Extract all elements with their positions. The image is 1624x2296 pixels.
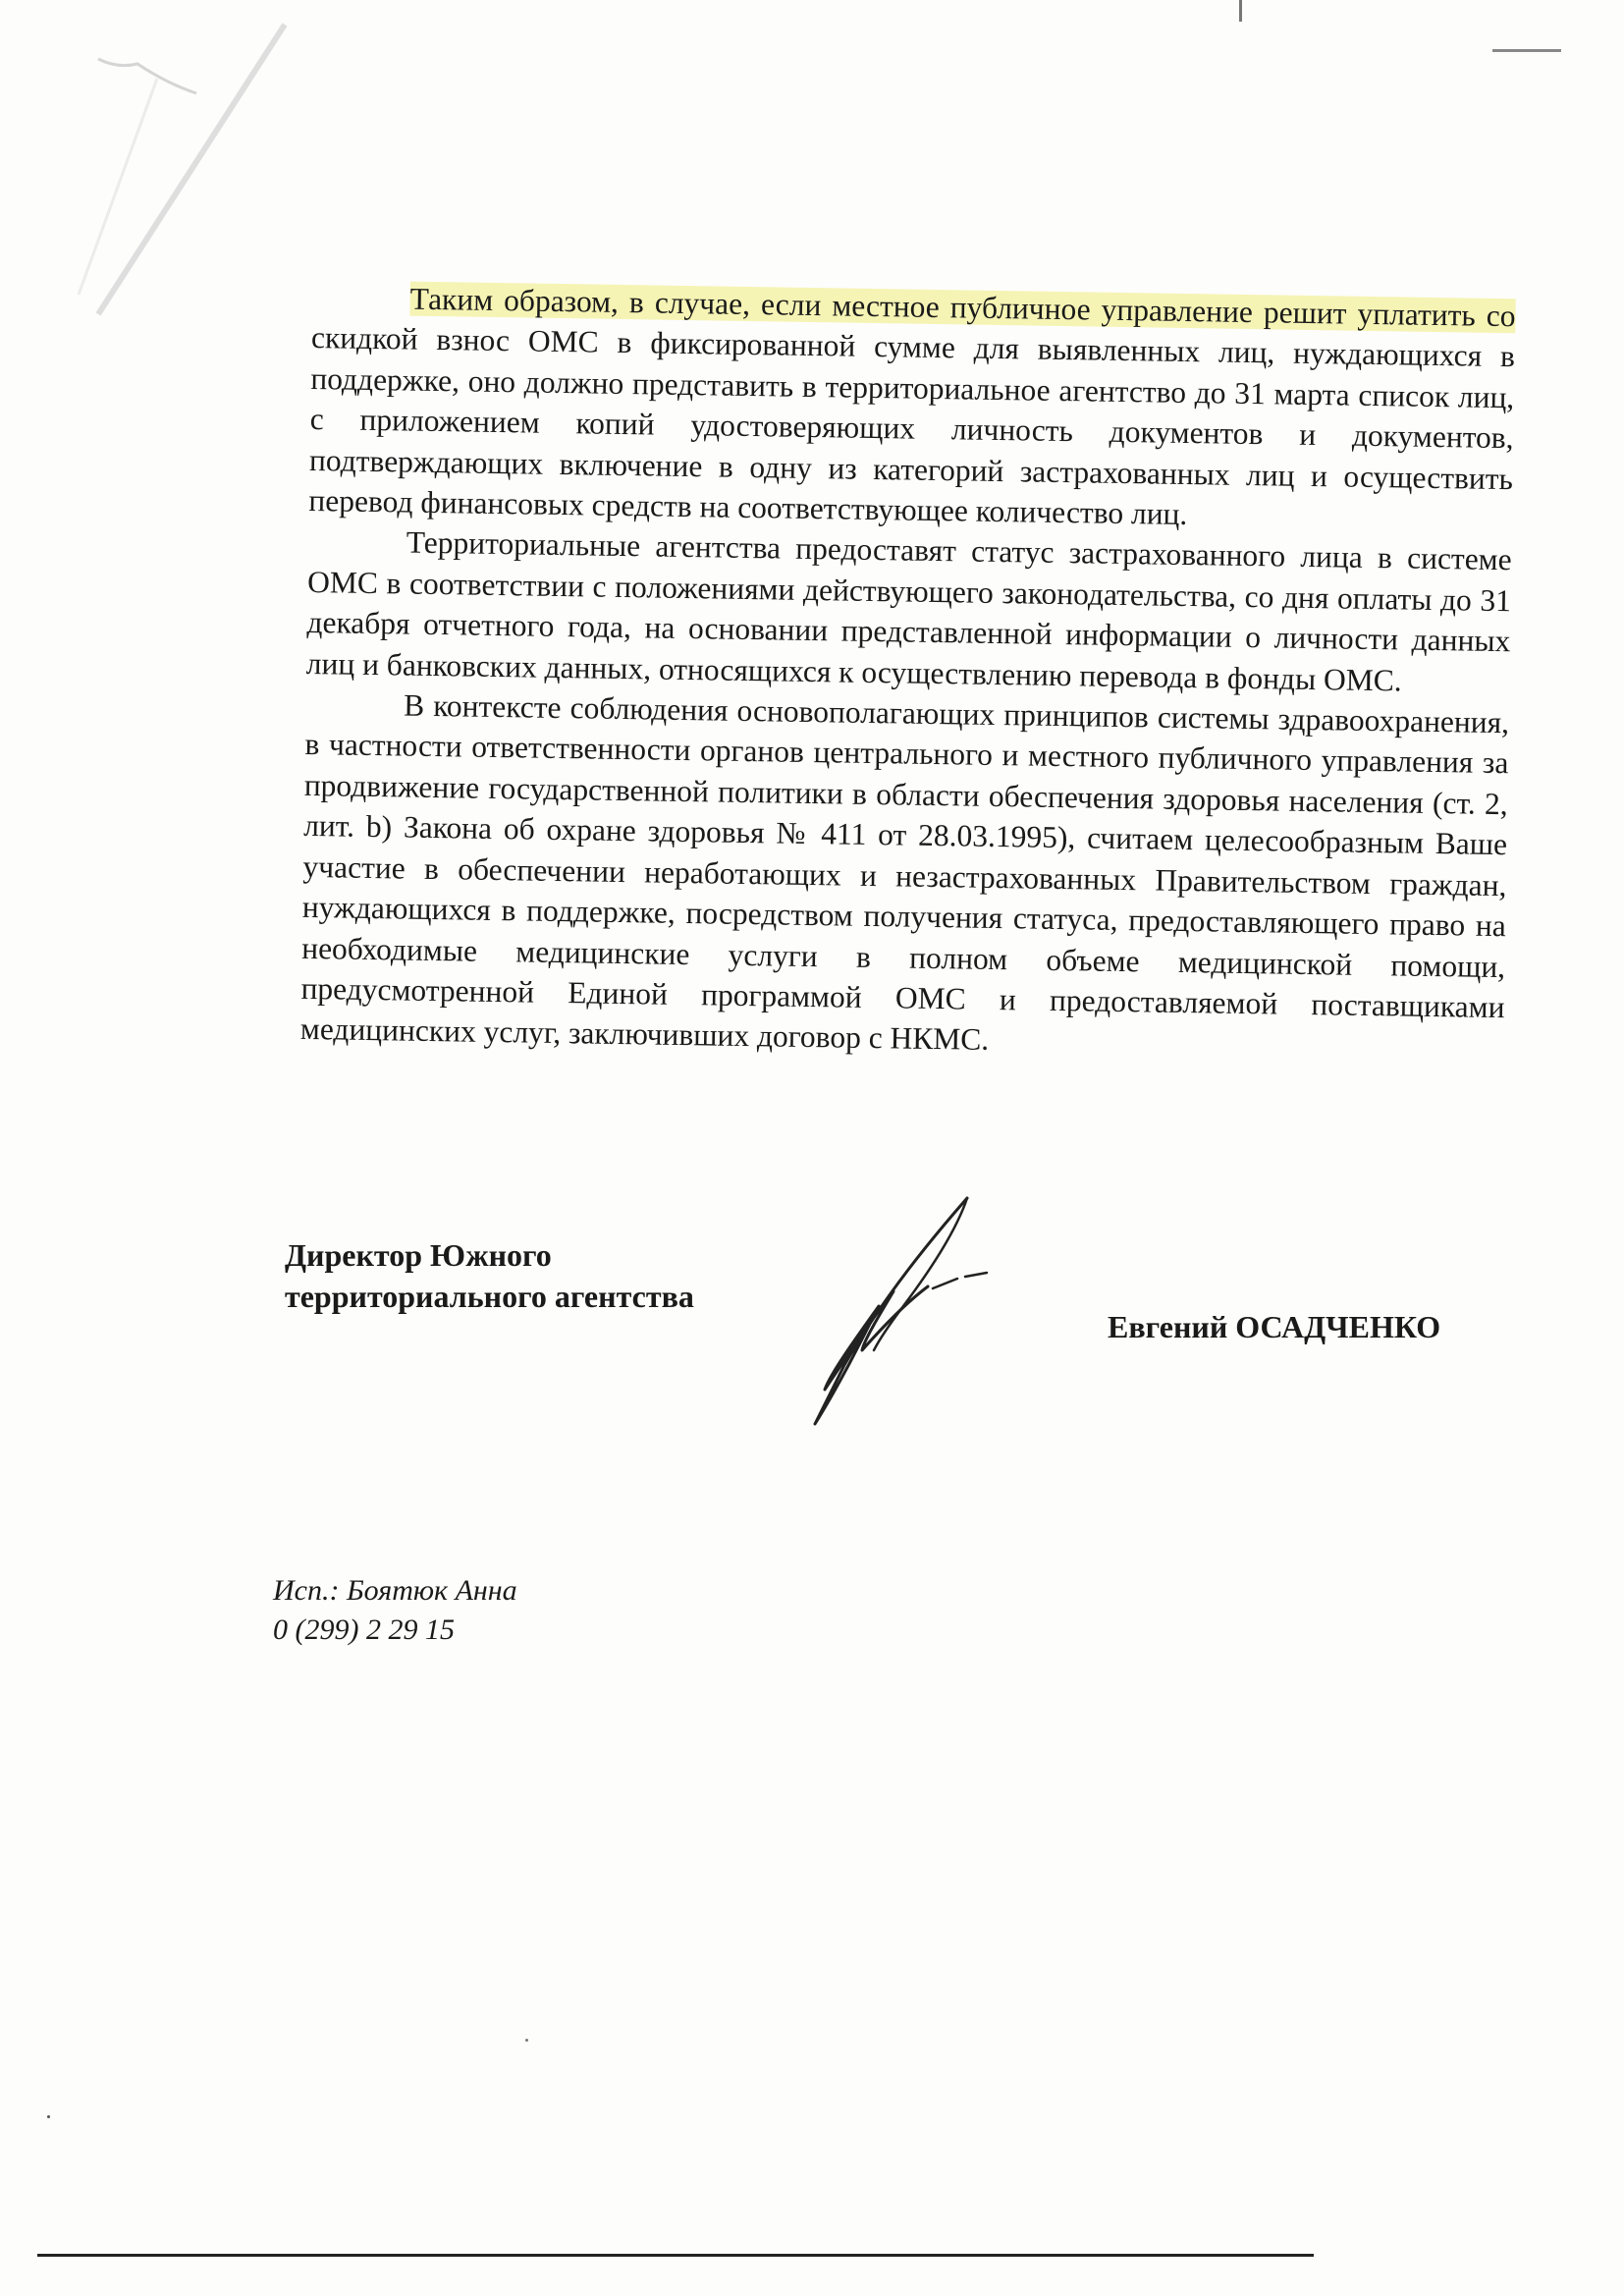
executor-name: Исп.: Боятюк Анна (273, 1574, 517, 1607)
executor-info (273, 1571, 517, 1650)
scan-artifact-bottom-rule (37, 2254, 1314, 2257)
scan-artifact-dash (1492, 49, 1561, 52)
scan-artifact-dot (47, 2115, 50, 2118)
signer-name: Евгений ОСАДЧЕНКО (1108, 1309, 1441, 1344)
signer-position-line-2: территориального агентства (285, 1279, 694, 1314)
paragraph-3: В контексте соблюдения основополагающих принципов системы здравоохранения, в частности ответственности органов центрального и местного публичного управления за продвижение государственной политики в области обеспечения здоровья населения (ст. 2, лит. b) Закона об охране здоровья № 411 от 28.03.1995), считаем целесообразным Ваше участие в обеспечении неработающих и незастрахованных Правительством граждан, нуждающихся в поддержке, посредством получения статуса, предоставляющего право на необходимые медицинские услуги в полном объеме медицинской помощи, предусмотренной Единой программой ОМС и предоставляемой поставщиками медицинских услуг, заключивших договор с НКМС. (299, 687, 1510, 1058)
signer-position (285, 1234, 694, 1317)
paragraph-2: Территориальные агентства предоставят статус застрахованного лица в системе ОМС в соответствии с положениями действующего законодательства, со дня оплаты до 31 декабря отчетного года, на основании представленной информации о личности данных лиц и банковских данных, относящихся к осуществлению перевода в фонды ОМС. (305, 524, 1512, 698)
signer-position-line-1: Директор Южного (285, 1237, 552, 1273)
handwritten-signature (785, 1178, 1031, 1434)
letter-body (300, 277, 1516, 1068)
paragraph-1: Таким образом, в случае, если местное публичное управление решит уплатить со скидкой взнос ОМС в фиксированной сумме для выявленных лиц, нуждающихся в поддержке, оно должно представить в территориальное агентство до 31 марта список лиц, с приложением копий удостоверяющих личность документов и документов, подтверждающих включение в одну из категорий застрахованных лиц и осуществить перевод финансовых средств на соответствующее количество лиц. (308, 281, 1516, 532)
scan-artifact-mark (1239, 0, 1242, 22)
scan-artifact-streak (39, 20, 295, 373)
scan-artifact-dot-2 (525, 2039, 528, 2042)
executor-phone: 0 (299) 2 29 15 (273, 1613, 455, 1646)
